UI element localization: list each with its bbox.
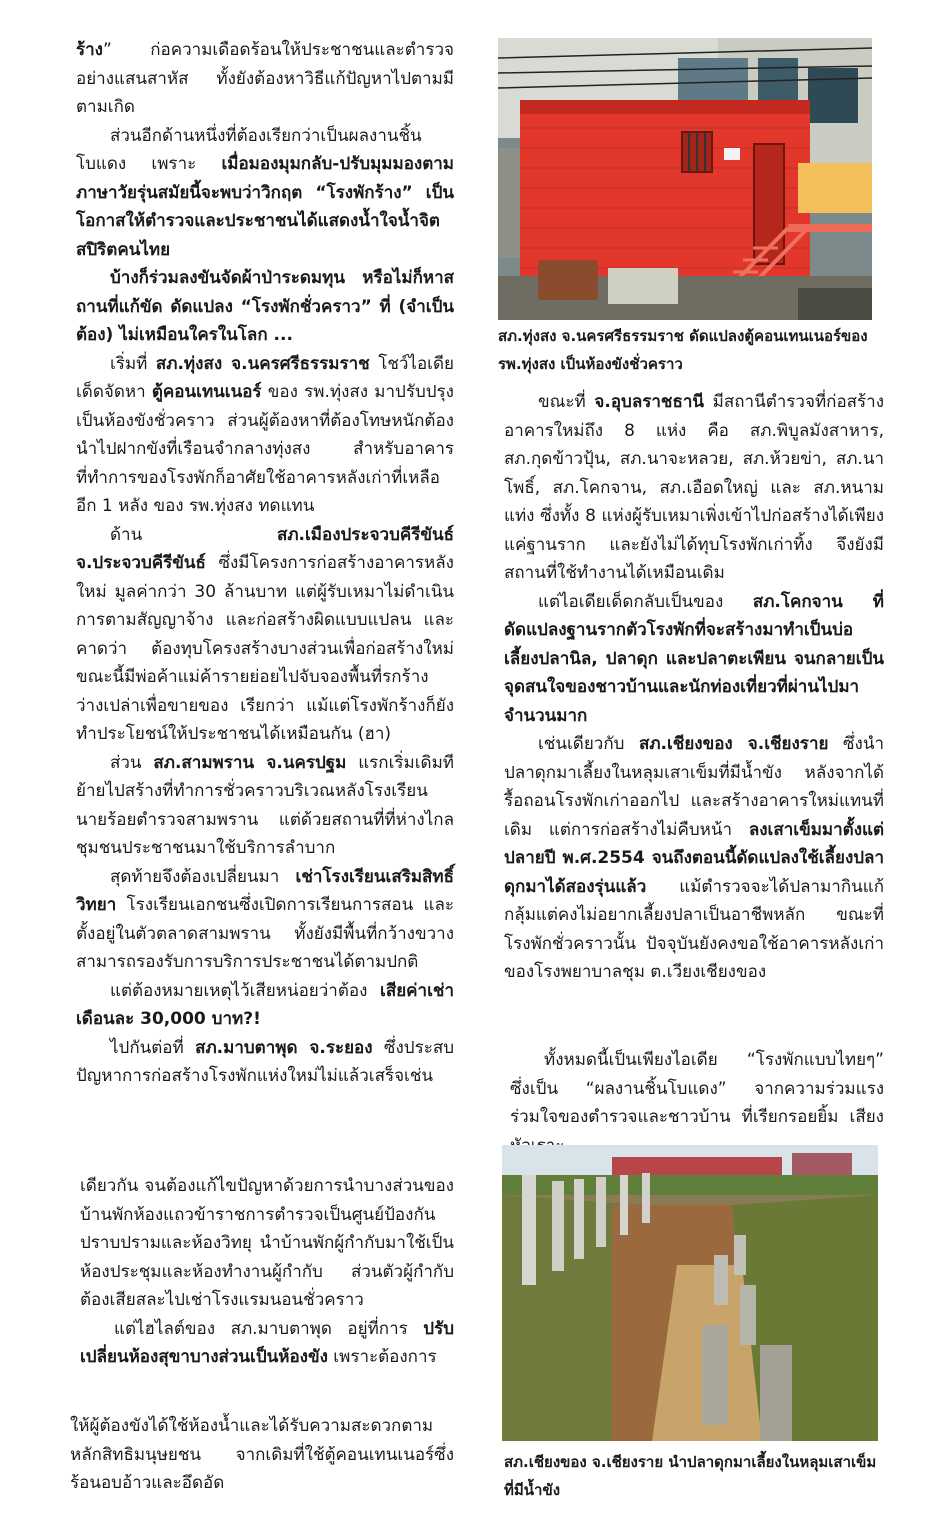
- left-column-end: [70, 1412, 454, 1498]
- text: ให้ผู้ต้องขังได้ใช้ห้องน้ำและได้รับความสะดวกตามหลักสิทธิมนุษยชน จากเดิมที่ใช้ตู้คอนเทนเนอร์ซึ่งร้อนอบอ้าวและอึดอัด: [70, 1416, 454, 1493]
- bold-text: สภ.โคกจาน ที่ดัดแปลงฐานรากตัวโรงพักที่จะสร้างมาทำเป็นบ่อเลี้ยงปลานิล, ปลาดุก และปลาตะเพียน จนกลายเป็นจุดสนใจของชาวบ้านและนักท่องเที่ยวที่ผ่านไปมาจำนวนมาก: [504, 591, 884, 726]
- paragraph: [76, 863, 454, 977]
- photo-caption: สภ.เชียงของ จ.เชียงราย นำปลาดุกมาเลี้ยงในหลุมเสาเข็มที่มีน้ำขัง: [504, 1453, 877, 1499]
- paragraph: [70, 1412, 454, 1498]
- text: แต่ต้องหมายเหตุไว้เสียหน่อยว่าต้อง: [110, 980, 381, 1001]
- text: โรงเรียนเอกชนซึ่งเปิดการเรียนการสอน และตั้งอยู่ในตัวตลาดสามพราน ทั้งยังมีพื้นที่กว้างขวาง สามารถรองรับการบริการประชาชนได้ตามปกติ: [76, 895, 454, 972]
- paragraph: [76, 1034, 454, 1091]
- bold-text: สภ.เมืองประจวบคีรีขันธ์ จ.ประจวบคีรีขันธ์: [76, 524, 454, 573]
- paragraph: [76, 350, 454, 521]
- bold-text: สภ.มาบตาพุด จ.ระยอง: [195, 1037, 373, 1058]
- bold-text: ลงเสาเข็มมาตั้งแต่ปลายปี พ.ศ.2554 จนถึงตอนนี้ดัดแปลงใช้เลี้ยงปลาดุกมาได้สองรุ่นแล้ว: [504, 819, 884, 897]
- text: แม้ตำรวจจะได้ปลามากินแก้กลุ้มแต่คงไม่อยากเลี้ยงปลาเป็นอาชีพหลัก ขณะที่โรงพักชั่วคราวนั้น ปัจจุบันยังคงขอใช้อาคารหลังเก่าของโรงพยาบาลชุม ต.เวียงเชียงของ: [504, 876, 884, 982]
- container-jail-illustration: [498, 38, 872, 320]
- paragraph: [504, 730, 884, 987]
- left-column: [76, 36, 454, 1091]
- text: ของ รพ.ทุ่งสง มาปรับปรุงเป็นห้องขังชั่วคราว ส่วนผู้ต้องหาที่ต้องโทษหนักต้องนำไปฝากขังที่เรือนจำกลางทุ่งสง สำหรับอาคารที่ทำการของโรงพักก็อาศัยใช้อาคารหลังเก่าที่เหลืออีก 1 หลัง ของ รพ.ทุ่งสง ทดแทน: [76, 382, 454, 516]
- bold-text: เช่าโรงเรียนเสริมสิทธิ์วิทยา: [76, 866, 454, 915]
- text: เพราะต้องการ: [327, 1347, 437, 1367]
- bold-text: สภ.ทุ่งสง จ.นครศรีธรรมราช: [155, 353, 370, 374]
- paragraph: [76, 749, 454, 863]
- text: ไปกันต่อที่: [110, 1037, 196, 1058]
- text: มีสถานีตำรวจที่ก่อสร้างอาคารใหม่ถึง 8 แห่ง คือ สภ.พิบูลมังสาหาร, สภ.กุดข้าวปุ้น, สภ.นาจะหลวย, สภ.ห้วยข่า, สภ.นาโพธิ์, สภ.โคกจาน, สภ.เอือดใหญ่ และ สภ.หนามแท่ง ซึ่งทั้ง 8 แห่งผู้รับเหมาเพิ่งเข้าไปก่อสร้างได้เพียงแค่ฐานราก และยังไม่ได้ทุบโรงพักเก่าทิ้ง จึงยังมีสถานที่ใช้ทำงานได้เหมือนเดิม: [504, 392, 885, 583]
- text: แรกเริ่มเดิมที ย้ายไปสร้างที่ทำการชั่วคราวบริเวณหลังโรงเรียนนายร้อยตำรวจสามพราน แต่ด้วยสถานที่ที่ห่างไกลชุมชนประชาชนมาใช้บริการลำบาก: [76, 752, 454, 858]
- pile-hole-illustration: [502, 1145, 878, 1441]
- right-column-continued: [510, 1046, 884, 1160]
- paragraph: [80, 1172, 454, 1315]
- text: แต่ไฮไลต์ของ สภ.มาบตาพุด อยู่ที่การ: [114, 1318, 424, 1339]
- bold-text: สภ.สามพราน จ.นครปฐม: [153, 752, 347, 773]
- text: โชว์ไอเดียเด็ดจัดหา: [76, 353, 454, 402]
- bold-text: สภ.เชียงของ จ.เชียงราย: [638, 734, 829, 754]
- left-column-continued: [80, 1172, 454, 1372]
- bold-text: จ.อุบลราชธานี: [594, 392, 705, 412]
- text: ซึ่งนำปลาดุกมาเลี้ยงในหลุมเสาเข็มที่มีน้ำขัง หลังจากได้รื้อถอนโรงพักเก่าออกไป และสร้างอาคารใหม่แทนที่เดิม แต่การก่อสร้างไม่คืบหน้า: [504, 734, 884, 840]
- text: ซึ่งมีโครงการก่อสร้างอาคารหลังใหม่ มูลค่ากว่า 30 ล้านบาท แต่ผู้รับเหมาไม่ดำเนินการตามสัญญาจ้าง และก่อสร้างผิดแบบแปลน และคาดว่า ต้องทุบโครงสร้างบางส่วนเพื่อก่อสร้างใหม่ ขณะนี้มีพ่อค้าแม่ค้ารายย่อยไปจับจองพื้นที่รกร้างว่างเปล่าเพื่อขายของ เรียกว่า แม้แต่โรงพักร้างก็ยังทำประโยชน์ให้ประชาชนได้เหมือนกัน (ฮา): [76, 553, 454, 744]
- paragraph: [80, 1315, 454, 1372]
- text: เช่นเดียวกับ: [538, 734, 639, 754]
- text: สุดท้ายจึงต้องเปลี่ยนมา: [110, 866, 296, 887]
- text: ซึ่งประสบปัญหาการก่อสร้างโรงพักแห่งใหม่ไม่แล้วเสร็จเช่น: [76, 1037, 454, 1086]
- paragraph: [504, 588, 884, 731]
- text: ด้าน: [110, 524, 277, 545]
- pile-hole-fish-photo: [502, 1145, 878, 1441]
- bold-text: ตู้คอนเทนเนอร์: [151, 382, 262, 402]
- text: เริ่มที่: [110, 353, 156, 374]
- bold-text: เสียค่าเช่าเดือนละ 30,000 บาท?!: [76, 980, 454, 1029]
- photo-caption: สภ.ทุ่งสง จ.นครศรีธรรมราช ดัดแปลงตู้คอนเทนเนอร์ของ รพ.ทุ่งสง เป็นห้องขังชั่วคราว: [498, 327, 868, 373]
- text: ส่วน: [110, 752, 154, 773]
- paragraph: [76, 36, 454, 122]
- bold-text: ร้าง: [76, 40, 103, 60]
- text: ทั้งหมดนี้เป็นเพียงไอเดีย “โรงพักแบบไทยๆ” ซึ่งเป็น “ผลงานชิ้นโบแดง” จากความร่วมแรงร่วมใจของตำรวจและชาวบ้าน ที่เรียกรอยยิ้ม เสียง: [510, 1050, 884, 1127]
- bold-text: บ้างก็ร่วมลงขันจัดผ้าป่าระดมทุน หรือไม่ก็หาสถานที่แก้ขัด ดัดแปลง “โรงพักชั่วคราว” ที่ (จำเป็นต้อง) ไม่เหมือนใครในโลก ...: [76, 268, 454, 345]
- container-jail-photo: [498, 38, 872, 320]
- text: ” ก่อความเดือดร้อนให้ประชาชนและตำรวจอย่างแสนสาหัส ทั้งยังต้องหาวิธีแก้ปัญหาไปตามมีตามเกิด: [76, 40, 454, 117]
- paragraph: [76, 264, 454, 350]
- paragraph: [510, 1046, 884, 1160]
- text: ส่วนอีกด้านหนึ่งที่ต้องเรียกว่าเป็นผลงานชิ้นโบแดง เพราะ: [76, 125, 422, 174]
- paragraph: [76, 977, 454, 1034]
- paragraph: [504, 388, 884, 588]
- text: แต่ไอเดียเด็ดกลับเป็นของ: [538, 591, 753, 612]
- text: เดียวกัน จนต้องแก้ไขปัญหาด้วยการนำบางส่วนของบ้านพักห้องแถวข้าราชการตำรวจเป็นศูนย์ป้องกันปราบปรามและห้องวิทยุ นำบ้านพักผู้กำกับมาใช้เป็นห้องประชุมและห้องทำงานผู้กำกับ ส่วนตัวผู้กำกับต้องเสียสละไปเช่าโรงแรมนอนชั่วคราว: [80, 1176, 454, 1310]
- paragraph: [76, 521, 454, 749]
- text: ขณะที่: [538, 392, 595, 412]
- right-column: [504, 388, 884, 987]
- paragraph: [76, 122, 454, 265]
- bold-text: ปรับเปลี่ยนห้องสุขาบางส่วนเป็นห้องขัง: [80, 1318, 454, 1367]
- bold-text: เมื่อมองมุมกลับ-ปรับมุมมองตามภาษาวัยรุ่นสมัยนี้จะพบว่าวิกฤต “โรงพักร้าง” เป็นโอกาสให้ตำรวจและประชาชนได้แสดงน้ำใจน้ำจิต สปิริตคนไทย: [76, 154, 454, 260]
